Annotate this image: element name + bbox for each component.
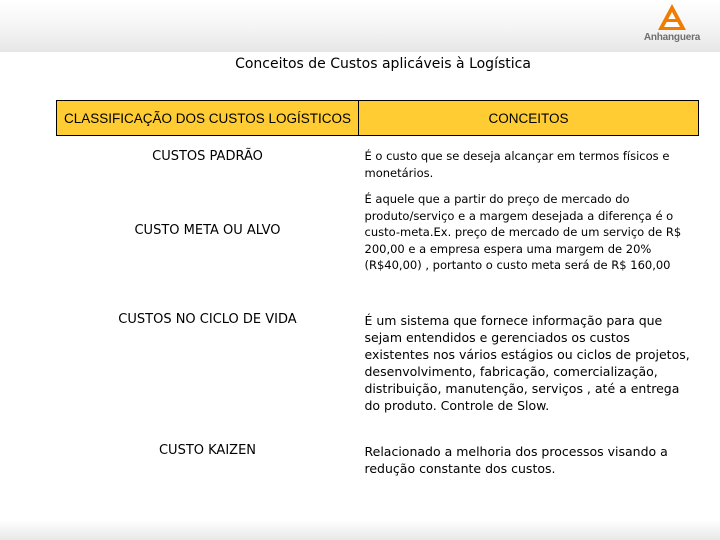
table-row [57,304,699,441]
table-row [57,181,699,304]
table-row [57,441,699,491]
page-title: Conceitos de Custos aplicáveis à Logística [235,56,531,72]
costs-table [56,100,699,491]
row-category: CUSTO KAIZEN [158,443,257,458]
row-category: CUSTOS PADRÃO [152,149,263,164]
row-category: CUSTOS NO CICLO DE VIDA [118,312,297,327]
brand-name: Anhanguera [643,32,701,43]
column-header-concepts: CONCEITOS [359,101,699,136]
row-concept: É o custo que se deseja alcançar em termos físicos e monetários. [364,149,670,180]
row-concept: Relacionado a melhoria dos processos visando a redução constante dos custos. [364,444,668,476]
table-header-row [57,101,699,136]
row-category: CUSTO META OU ALVO [134,223,281,238]
row-concept: É um sistema que fornece informação para que sejam entendidos e gerenciados os custos existentes nos vários estágios ou ciclos de projetos, desenvolvimento, fabricação, comercialização, distribuição, manutenção, serviços , até a entrega do produto. Controle de Slow. [364,313,690,413]
column-header-classification: CLASSIFICAÇÃO DOS CUSTOS LOGÍSTICOS [57,101,359,136]
table-row [57,136,699,182]
header-band [0,0,720,52]
row-concept: É aquele que a partir do preço de mercado do produto/serviço e a margem desejada a diferença é o custo-meta.Ex. preço de mercado de um serviço de R$ 200,00 e a empresa espera uma margem de 20% (R$40,00) , portanto o custo meta será de R$ 160,00 [364,192,682,272]
anhanguera-logo-icon [657,3,687,31]
footer-band [0,520,720,540]
brand-logo [632,3,712,49]
